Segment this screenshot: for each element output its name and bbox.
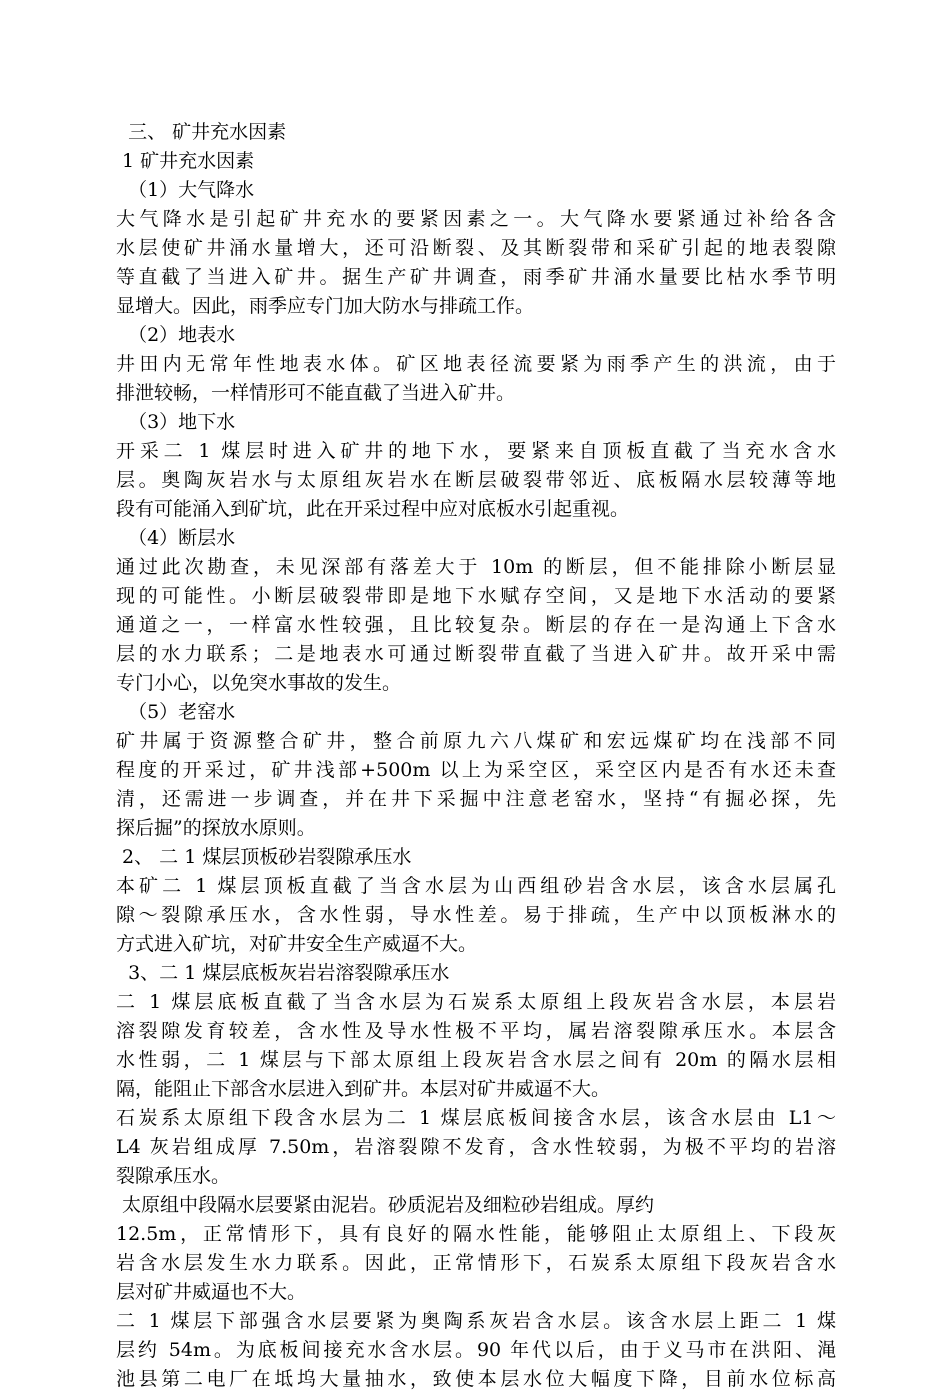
text-line: 段有可能涌入到矿坑，此在开采过程中应对底板水引起重视。 (116, 498, 630, 520)
text-line: （1）大气降水 (116, 179, 255, 201)
text-line: 等直截了当进入矿井。据生产矿井调查，雨季矿井涌水量要比枯水季节明 (116, 266, 836, 288)
text-line: 通道之一，一样富水性较强，且比较复杂。断层的存在一是沟通上下含水 (116, 614, 836, 636)
text-line: 3、二 1 煤层底板灰岩岩溶裂隙承压水 (116, 962, 450, 984)
text-line: （2）地表水 (116, 324, 236, 346)
text-line: 池县第二电厂在坻坞大量抽水，致使本层水位大幅度下降，目前水位标高 (116, 1368, 836, 1390)
text-line: 裂隙承压水。 (116, 1165, 231, 1187)
text-line: 层约 54m。为底板间接充水含水层。90 年代以后，由于义马市在洪阳、渑 (116, 1339, 836, 1361)
text-line: 通过此次勘查，未见深部有落差大于 10m 的断层，但不能排除小断层显 (116, 556, 836, 578)
text-line: 专门小心，以免突水事故的发生。 (116, 672, 402, 694)
text-line: 二 1 煤层下部强含水层要紧为奥陶系灰岩含水层。该含水层上距二 1 煤 (116, 1310, 836, 1332)
text-line: 太原组中段隔水层要紧由泥岩。砂质泥岩及细粒砂岩组成。厚约 (116, 1194, 655, 1216)
text-line: 三、 矿井充水因素 (116, 121, 287, 143)
text-line: 清，还需进一步调查，并在井下采掘中注意老窑水，坚持“有掘必探，先 (116, 788, 836, 810)
text-line: 现的可能性。小断层破裂带即是地下水赋存空间，又是地下水活动的要紧 (116, 585, 836, 607)
text-line: 排泄较畅，一样情形可不能直截了当进入矿井。 (116, 382, 516, 404)
text-line: 大气降水是引起矿井充水的要紧因素之一。大气降水要紧通过补给各含 (116, 208, 836, 230)
text-line: 溶裂隙发育较差，含水性及导水性极不平均，属岩溶裂隙承压水。本层含 (116, 1020, 836, 1042)
text-line: 开采二 1 煤层时进入矿井的地下水，要紧来自顶板直截了当充水含水 (116, 440, 836, 462)
text-line: 水性弱，二 1 煤层与下部太原组上段灰岩含水层之间有 20m 的隔水层相 (116, 1049, 836, 1071)
text-line: 矿井属于资源整合矿井，整合前原九六八煤矿和宏远煤矿均在浅部不同 (116, 730, 836, 752)
text-line: 层的水力联系；二是地表水可通过断裂带直截了当进入矿井。故开采中需 (116, 643, 836, 665)
text-line: 方式进入矿坑，对矿井安全生产威逼不大。 (116, 933, 478, 955)
text-line: 隔，能阻止下部含水层进入到矿井。本层对矿井威逼不大。 (116, 1078, 611, 1100)
text-line: 岩含水层发生水力联系。因此，正常情形下，石炭系太原组下段灰岩含水 (116, 1252, 836, 1274)
text-line: 2、 二 1 煤层顶板砂岩裂隙承压水 (116, 846, 412, 868)
text-line: （4）断层水 (116, 527, 236, 549)
text-line: 显增大。因此，雨季应专门加大防水与排疏工作。 (116, 295, 535, 317)
text-line: 层。奥陶灰岩水与太原组灰岩水在断层破裂带邻近、底板隔水层较薄等地 (116, 469, 836, 491)
text-line: 井田内无常年性地表水体。矿区地表径流要紧为雨季产生的洪流，由于 (116, 353, 836, 375)
text-line: 探后掘”的探放水原则。 (116, 817, 316, 839)
text-line: 本矿二 1 煤层顶板直截了当含水层为山西组砂岩含水层，该含水层属孔 (116, 875, 836, 897)
text-line: 1 矿井充水因素 (116, 150, 255, 172)
text-line: 二 1 煤层底板直截了当含水层为石炭系太原组上段灰岩含水层，本层岩 (116, 991, 836, 1013)
text-line: 12.5m，正常情形下，具有良好的隔水性能，能够阻止太原组上、下段灰 (116, 1223, 836, 1245)
text-line: 水层使矿井涌水量增大，还可沿断裂、及其断裂带和采矿引起的地表裂隙 (116, 237, 836, 259)
text-line: 程度的开采过，矿井浅部+500m 以上为采空区，采空区内是否有水还未查 (116, 759, 836, 781)
text-line: 石炭系太原组下段含水层为二 1 煤层底板间接含水层，该含水层由 L1～ (116, 1107, 836, 1129)
document-page (116, 118, 836, 1394)
text-line: （5）老窑水 (116, 701, 236, 723)
text-line: 层对矿井威逼也不大。 (116, 1281, 307, 1303)
text-line: （3）地下水 (116, 411, 236, 433)
text-line: L4 灰岩组成厚 7.50m，岩溶裂隙不发育，含水性较弱，为极不平均的岩溶 (116, 1136, 836, 1158)
text-line: 隙～裂隙承压水，含水性弱，导水性差。易于排疏，生产中以顶板淋水的 (116, 904, 836, 926)
